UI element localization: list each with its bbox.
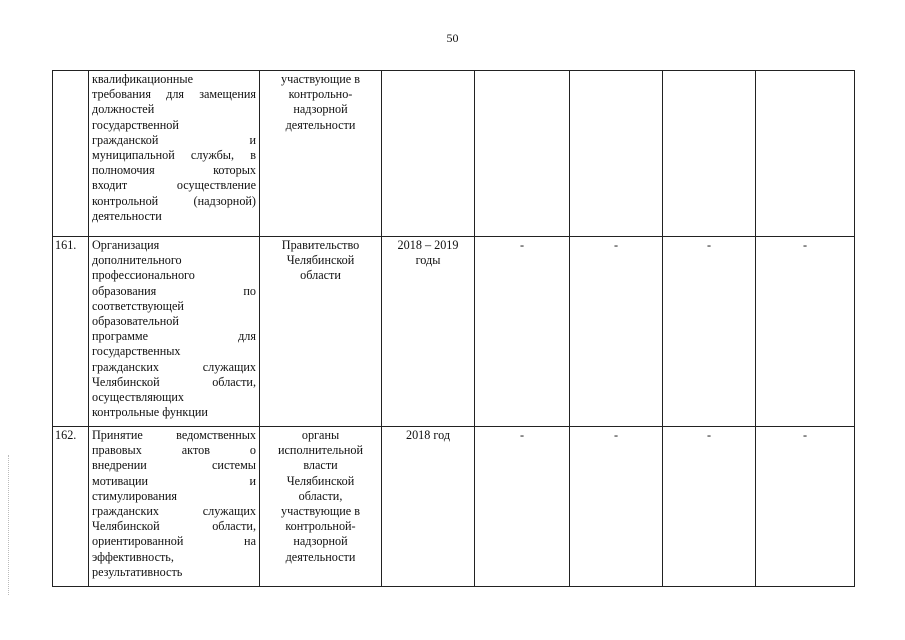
value-dash: - [613, 428, 619, 442]
value-cell-c7 [756, 71, 855, 237]
measure-name-line: деятельности [92, 208, 162, 223]
measure-name-line: результативность [92, 564, 183, 579]
value-cell-c4 [475, 427, 570, 587]
row-number-cell [53, 71, 89, 237]
period-cell [382, 427, 475, 587]
table-row [53, 237, 855, 427]
executor-line: надзорной [293, 102, 348, 117]
executor-line: контрольно- [288, 87, 353, 102]
measure-name-line: дополнительного [92, 253, 182, 268]
measure-name-line: профессионального [92, 268, 195, 283]
measure-name-line: полномочия которых [92, 163, 256, 178]
measure-name-line: стимулирования [92, 488, 177, 503]
measures-table [52, 70, 855, 587]
value-cell-c6 [663, 237, 756, 427]
measure-name-line: государственных [92, 344, 181, 359]
measure-name-line: муниципальной службы, в [92, 148, 256, 163]
scan-artifact [8, 455, 10, 595]
executor-line: Челябинской [286, 253, 355, 268]
table-body [53, 71, 855, 587]
measure-name-line: входит осуществление [92, 178, 256, 193]
executor-line: Челябинской [286, 473, 355, 488]
row-number: 161. [55, 238, 77, 252]
value-dash: - [802, 238, 808, 252]
executor-line: участвующие в [280, 72, 361, 86]
measure-name-line: гражданских служащих [92, 504, 256, 519]
value-cell-c5 [570, 427, 663, 587]
executor-line: деятельности [285, 549, 356, 564]
value-dash: - [802, 428, 808, 442]
measure-name-line: Организация [92, 238, 160, 252]
table-row [53, 71, 855, 237]
row-number: 162. [55, 428, 77, 442]
measure-name-cell [89, 427, 260, 587]
value-cell-c4 [475, 71, 570, 237]
measure-name-line: квалификационные [92, 72, 193, 86]
period-line: годы [415, 253, 441, 268]
executor-line: власти [303, 458, 338, 473]
row-number-cell [53, 237, 89, 427]
executor-cell [260, 237, 382, 427]
measure-name-cell [89, 71, 260, 237]
value-dash: - [519, 428, 525, 442]
value-cell-c5 [570, 71, 663, 237]
measure-name-line: Челябинской области, [92, 374, 256, 389]
executor-line: исполнительной [277, 443, 364, 458]
executor-line: области [300, 268, 341, 283]
measure-name-cell [89, 237, 260, 427]
executor-line: надзорной [293, 534, 348, 549]
value-cell-c7 [756, 237, 855, 427]
executor-line: контрольной- [285, 519, 356, 534]
period-cell [382, 71, 475, 237]
measure-name-line: Челябинской области, [92, 519, 256, 534]
executor-cell [260, 71, 382, 237]
measure-name-line: образовательной [92, 314, 179, 329]
measure-name-line: Принятие ведомственных [92, 428, 256, 442]
table-row [53, 427, 855, 587]
period-line: 2018 год [405, 428, 451, 442]
value-dash: - [613, 238, 619, 252]
period-cell [382, 237, 475, 427]
measure-name-line: гражданской и [92, 132, 256, 147]
value-cell-c6 [663, 427, 756, 587]
value-dash: - [706, 238, 712, 252]
value-dash: - [519, 238, 525, 252]
measure-name-line: должностей [92, 102, 155, 117]
measure-name-line: соответствующей [92, 298, 184, 313]
executor-line: Правительство [281, 238, 360, 252]
measure-name-line: осуществляющих [92, 390, 184, 405]
page-number: 50 [446, 31, 459, 45]
measure-name-line: контрольной (надзорной) [92, 193, 256, 208]
value-cell-c7 [756, 427, 855, 587]
value-cell-c4 [475, 237, 570, 427]
executor-line: участвующие в [280, 504, 361, 519]
measure-name-line: правовых актов о [92, 443, 256, 458]
executor-line: органы [301, 428, 340, 442]
executor-cell [260, 427, 382, 587]
measure-name-line: внедрении системы [92, 458, 256, 473]
row-number-cell [53, 427, 89, 587]
measure-name-line: мотивации и [92, 473, 256, 488]
value-cell-c6 [663, 71, 756, 237]
executor-line: деятельности [285, 117, 356, 132]
measure-name-line: контрольные функции [92, 405, 208, 420]
measure-name-line: программе для [92, 329, 256, 344]
measure-name-line: ориентированной на [92, 534, 256, 549]
executor-line: области, [298, 488, 343, 503]
value-cell-c5 [570, 237, 663, 427]
measure-name-line: образования по [92, 283, 256, 298]
measure-name-line: эффективность, [92, 549, 174, 564]
measure-name-line: гражданских служащих [92, 359, 256, 374]
period-line: 2018 – 2019 [397, 238, 459, 252]
value-dash: - [706, 428, 712, 442]
measure-name-line: государственной [92, 117, 179, 132]
measure-name-line: требования для замещения [92, 87, 256, 102]
